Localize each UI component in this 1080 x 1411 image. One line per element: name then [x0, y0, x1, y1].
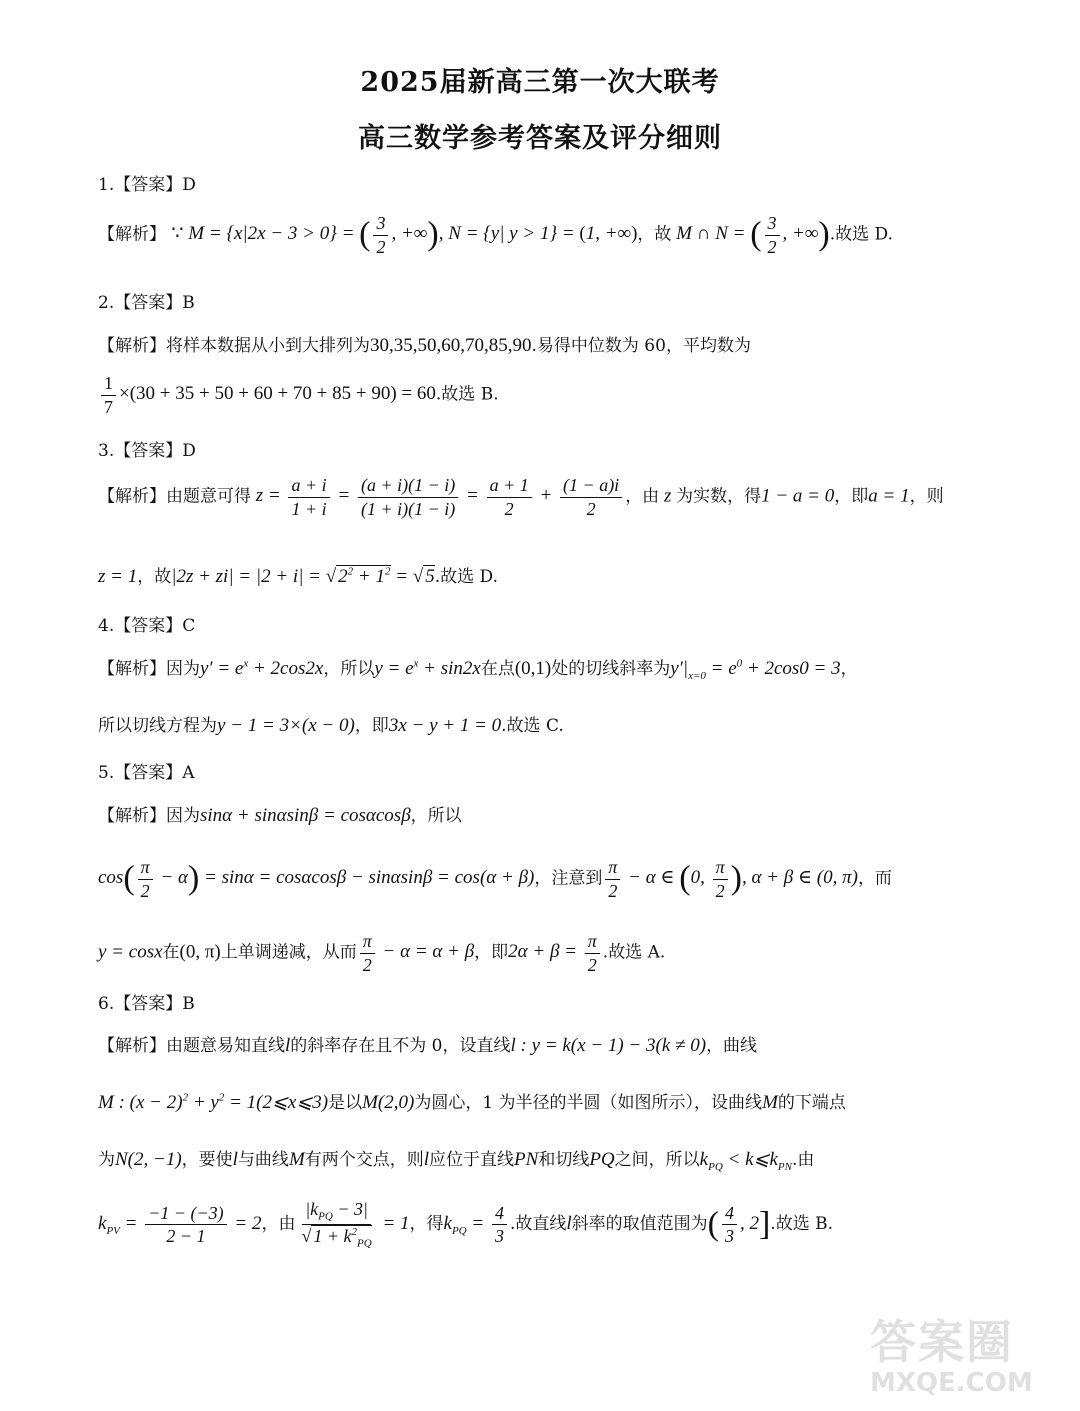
q1-analysis: 【解析】 ∵ M = {x|2x − 3 > 0} = ( $\frac{3}{2}$ , +∞), N = {y| y > 1} = (1, +∞)，故 M ∩ N = ( $\frac{3}{2}$ , +∞).故选 D.	[98, 213, 893, 257]
q4-analysis-line1: 【解析】因为$y' = e^x + 2\cos 2x$，所以$y = e^x + \sin 2x$在点(0,1)处的切线斜率为$y'|_{x=0} = e^0 + 2\cos 0 = 3$，	[98, 657, 858, 682]
q6-analysis-line2: M : $(x - 2)^2 + y^2$ = 1(2⩽x⩽3)是以M(2,0)为圆心，1 为半径的半圆（如图所示），设曲线M的下端点	[98, 1091, 846, 1113]
q4-analysis-line2: 所以切线方程为y − 1 = 3×(x − 0)，即3x − y + 1 = 0.故选 C.	[98, 715, 564, 736]
q6-analysis-line4: $k_{PV}$ = $\frac{-1 - (-3)}{2 - 1}$ = 2，由 $\frac{|k_{PQ} - 3|}{√ 1 + k^2_{PQ}}$ = 1，得$k_{PQ}$ = $\frac{4}{3}$ .故直线l斜率的取值范围为( $\frac{4}{3}$ , 2].故选 B.	[98, 1199, 834, 1250]
q6-answer: 6.【答案】B	[98, 994, 195, 1014]
q5-analysis-line2: cos( $\frac{\pi}{2}$ − α) = sinα = cosαcosβ − sinαsinβ = cos(α + β)，注意到 $\frac{\pi}{2}$ − α ∈ (0, $\frac{\pi}{2}$ ), α + β ∈ (0, π)，而	[98, 857, 892, 901]
q5-analysis-line3: y = cosx在(0, π)上单调递减，从而 $\frac{\pi}{2}$ − α = α + β，即2α + β = $\frac{\pi}{2}$ .故选 A.	[98, 931, 666, 975]
q6-analysis-line1: 【解析】由题意易知直线l的斜率存在且不为 0，设直线l : y = k(x − 1) − 3(k ≠ 0)，曲线	[98, 1035, 758, 1056]
q2-answer: 2.【答案】B	[98, 293, 195, 313]
q1-answer: 1.【答案】D	[98, 175, 196, 195]
q2-analysis-line1: 【解析】将样本数据从小到大排列为30,35,50,60,70,85,90.易得中位数为 60，平均数为	[98, 335, 751, 356]
q5-analysis-line1: 【解析】因为sinα + sinαsinβ = cosαcosβ，所以	[98, 805, 462, 826]
q5-answer: 5.【答案】A	[98, 763, 195, 783]
page-title: 2025届新高三第一次大联考	[360, 67, 720, 98]
q3-analysis-line1: 【解析】由题意可得 z = $\frac{a + i}{1 + i}$ = $\frac{(a + i)(1 - i)}{(1 + i)(1 - i)}$ = $\frac{a + 1}{2}$ + $\frac{(1 - a)i}{2}$ ，由 z 为实数，得1 − a = 0，即a = 1，则	[98, 475, 944, 519]
q4-answer: 4.【答案】C	[98, 616, 196, 636]
q3-answer: 3.【答案】D	[98, 441, 196, 461]
q2-analysis-line2: $\frac{1}{7}$ ×(30 + 35 + 50 + 60 + 70 + 85 + 90) = 60.故选 B.	[98, 372, 1020, 418]
watermark-logo: 答案圈 MXQE.COM	[870, 1315, 1033, 1398]
q6-analysis-line3: 为N(2, −1)，要使l与曲线M有两个交点，则l应位于直线PN和切线PQ之间，所以$k_{PQ}$ < $k⩽k_{PN}$.由	[98, 1149, 815, 1173]
q3-analysis-line2: z = 1，故|2z + zi| = |2 + i| = √ $2^2 + 1^2$ = √ 5.故选 D.	[98, 565, 498, 587]
page-subtitle: 高三数学参考答案及评分细则	[358, 123, 722, 154]
